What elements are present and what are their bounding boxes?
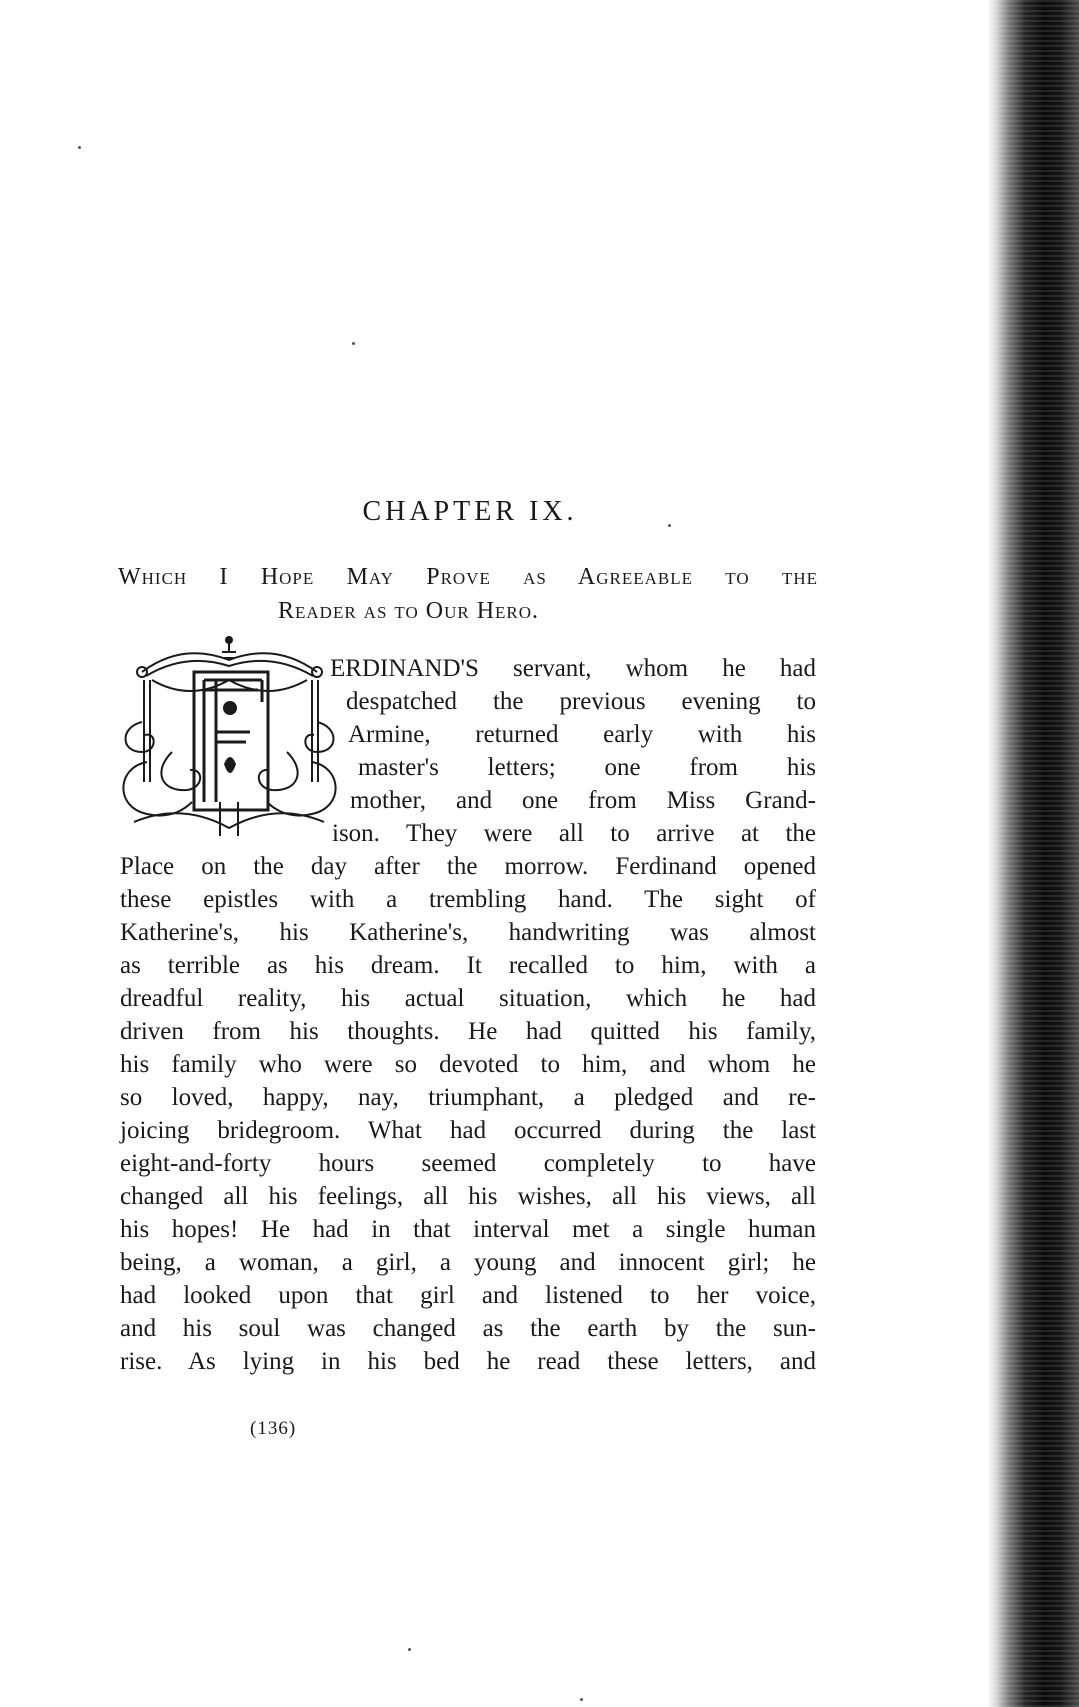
body-line: ison. They were all to arrive at the: [332, 820, 816, 847]
body-line: his hopes! He had in that interval met a single human: [120, 1216, 816, 1243]
chapter-subtitle-line-2: Reader as to Our Hero.: [278, 598, 540, 624]
body-line: had looked upon that girl and listened to her voice,: [120, 1282, 816, 1309]
book-binding-edge: [987, 0, 1079, 1707]
body-line: master's letters; one from his: [358, 754, 816, 781]
body-line: as terrible as his dream. It recalled to him, with a: [120, 952, 816, 979]
chapter-title: CHAPTER IX.: [362, 496, 578, 527]
body-line: ERDINAND'S servant, whom he had: [330, 655, 816, 682]
body-line: Katherine's, his Katherine's, handwriting was almost: [120, 919, 816, 946]
body-line: and his soul was changed as the earth by the sun-: [120, 1315, 816, 1342]
body-line: rise. As lying in his bed he read these letters, and: [120, 1348, 816, 1375]
body-line: so loved, happy, nay, triumphant, a pledged and re-: [120, 1084, 816, 1111]
page-number: (136): [250, 1418, 297, 1439]
paper-speck: [580, 1698, 583, 1701]
paper-speck: [78, 146, 81, 149]
chapter-subtitle: [118, 560, 818, 628]
chapter-subtitle-line-1: Which I Hope May Prove as Agreeable to the: [118, 564, 818, 590]
body-line: changed all his feelings, all his wishes, all his views, all: [120, 1183, 816, 1210]
body-line: despatched the previous evening to: [346, 688, 816, 715]
body-line: Armine, returned early with his: [348, 721, 816, 748]
body-line: driven from his thoughts. He had quitted his family,: [120, 1018, 816, 1045]
body-line: being, a woman, a girl, a young and innocent girl; he: [120, 1249, 816, 1276]
paper-speck: [408, 1648, 411, 1651]
body-line: mother, and one from Miss Grand-: [350, 787, 816, 814]
body-line: joicing bridegroom. What had occurred during the last: [120, 1117, 816, 1144]
body-line: dreadful reality, his actual situation, which he had: [120, 985, 816, 1012]
body-line: eight-and-forty hours seemed completely to have: [120, 1150, 816, 1177]
body-line: Place on the day after the morrow. Ferdinand opened: [120, 853, 816, 880]
body-text: [120, 652, 816, 1378]
body-line: his family who were so devoted to him, and whom he: [120, 1051, 816, 1078]
body-line: these epistles with a trembling hand. The sight of: [120, 886, 816, 913]
paper-speck: [352, 342, 355, 345]
